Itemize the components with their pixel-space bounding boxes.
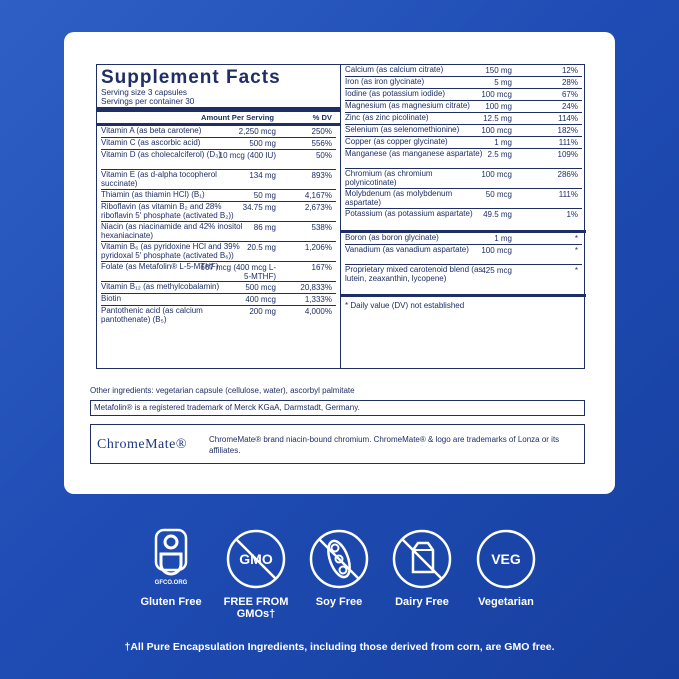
- nutrient-amount: 150 mg: [485, 66, 512, 75]
- nutrient-name: Vitamin C (as ascorbic acid): [101, 138, 201, 147]
- nutrient-dv: 182%: [557, 126, 578, 135]
- nutrient-amount: 2,250 mcg: [238, 127, 276, 136]
- right-rows: [345, 65, 582, 229]
- nutrient-amount: 12.5 mg: [483, 114, 512, 123]
- chromemate-logo: [97, 437, 187, 453]
- nutrient-name: Copper (as copper glycinate): [345, 137, 448, 146]
- nutrient-name: Calcium (as calcium citrate): [345, 65, 444, 74]
- nutrient-name: Vitamin A (as beta carotene): [101, 126, 202, 135]
- nutrient-dv: 12%: [561, 66, 578, 75]
- gmo-text: GMO: [239, 551, 273, 567]
- nutrient-dv: *: [574, 234, 578, 243]
- nutrient-amount: 100 mcg: [481, 90, 512, 99]
- nutrient-row: [345, 233, 582, 245]
- badge-label: Dairy Free: [395, 596, 449, 608]
- chromemate-box: [90, 424, 585, 464]
- nutrient-name: Thiamin (as thiamin HCl) (B₁): [101, 190, 205, 199]
- dv-note: * Daily value (DV) not established: [345, 301, 465, 310]
- nutrient-dv: 167%: [311, 263, 332, 272]
- vegetarian-icon: [475, 528, 537, 590]
- nutrient-row: [345, 125, 582, 137]
- servings-per-container: Servings per container 30: [101, 97, 195, 106]
- nutrient-dv: 28%: [561, 78, 578, 87]
- nutrient-row: [345, 113, 582, 125]
- badge-gluten-free: [131, 528, 211, 608]
- nutrient-name: Riboflavin (as vitamin B₂ and 28% riboflavin 5′ phosphate (activated B₂)): [101, 202, 234, 220]
- nutrient-row: [345, 101, 582, 113]
- nutrient-amount: 50 mg: [253, 191, 276, 200]
- nutrient-name: Vanadium (as vanadium aspartate): [345, 245, 469, 254]
- right-rows-2: [345, 233, 582, 294]
- nutrient-row: [101, 306, 336, 326]
- nutrient-name: Molybdenum (as molybdenum aspartate): [345, 189, 453, 207]
- nutrient-amount: 500 mg: [249, 139, 276, 148]
- nutrient-row: [101, 242, 336, 262]
- nutrient-amount: 134 mg: [249, 171, 276, 180]
- nutrient-row: [345, 65, 582, 77]
- badge-label: Vegetarian: [478, 596, 534, 608]
- nutrient-amount: 667 mcg (400 mcg L-5-MTHF): [200, 263, 276, 281]
- nutrient-amount: 2.5 mg: [487, 150, 512, 159]
- serving-size: Serving size 3 capsules: [101, 88, 188, 97]
- nutrient-amount: 1 mg: [494, 234, 512, 243]
- nutrient-amount: 49.5 mg: [483, 210, 512, 219]
- gfco-text: GFCO.ORG: [154, 580, 188, 586]
- badge-vegetarian: [466, 528, 546, 608]
- nutrient-dv: 4,167%: [304, 191, 332, 200]
- nutrient-row: [101, 282, 336, 294]
- gluten-free-icon: [142, 528, 200, 590]
- left-rows: [101, 126, 336, 326]
- nutrient-name: Iodine (as potassium iodide): [345, 89, 446, 98]
- nutrient-row: [101, 138, 336, 150]
- supplement-card: [64, 32, 615, 494]
- badge-gmo-free: [216, 528, 296, 620]
- nutrient-dv: 538%: [311, 223, 332, 232]
- gmo-free-icon: [225, 528, 287, 590]
- nutrient-row: [101, 170, 336, 190]
- nutrient-amount: 100 mg: [485, 102, 512, 111]
- nutrient-dv: 114%: [558, 114, 578, 123]
- nutrient-amount: 5 mg: [494, 78, 512, 87]
- nutrient-row: [345, 77, 582, 89]
- badge-soy-free: [299, 528, 379, 608]
- header-dv: % DV: [312, 113, 332, 122]
- nutrient-dv: 556%: [311, 139, 332, 148]
- nutrient-row: [345, 149, 582, 169]
- nutrient-dv: 50%: [315, 151, 332, 160]
- badge-label: FREE FROM GMOs†: [223, 596, 289, 620]
- facts-title: Supplement Facts: [101, 67, 281, 88]
- nutrient-row: [101, 202, 336, 222]
- nutrient-amount: 1 mg: [494, 138, 512, 147]
- nutrient-dv: 67%: [561, 90, 578, 99]
- nutrient-name: Biotin: [101, 294, 122, 303]
- veg-text: VEG: [491, 551, 521, 567]
- nutrient-dv: 111%: [558, 190, 578, 199]
- nutrient-row: [345, 137, 582, 149]
- facts-right-column: [341, 65, 586, 368]
- nutrient-dv: 20,833%: [300, 283, 332, 292]
- nutrient-name: Folate (as Metafolin® L-5-MTHF): [101, 262, 219, 271]
- nutrient-dv: 893%: [311, 171, 332, 180]
- nutrient-name: Selenium (as selenomethionine): [345, 125, 460, 134]
- soy-free-icon: [308, 528, 370, 590]
- nutrient-amount: 100 mcg: [481, 170, 512, 179]
- nutrient-row: [101, 126, 336, 138]
- nutrient-amount: 400 mcg: [245, 295, 276, 304]
- nutrient-dv: 1,206%: [304, 243, 332, 252]
- nutrient-amount: 34.75 mg: [242, 203, 276, 212]
- nutrient-amount: 20.5 mg: [247, 243, 276, 252]
- badge-dairy-free: [382, 528, 462, 608]
- nutrient-name: Zinc (as zinc picolinate): [345, 113, 429, 122]
- dairy-free-icon: [391, 528, 453, 590]
- nutrient-dv: 286%: [557, 170, 578, 179]
- nutrient-dv: 1%: [566, 210, 578, 219]
- nutrient-row: [345, 265, 582, 294]
- nutrient-name: Pantothenic acid (as calcium pantothenate) (B₅): [101, 306, 203, 324]
- nutrient-name: Vitamin D (as cholecalciferol) (D₃): [101, 150, 222, 159]
- nutrient-row: [101, 150, 336, 170]
- nutrient-amount: 200 mg: [249, 307, 276, 316]
- nutrient-row: [101, 294, 336, 306]
- nutrient-dv: 24%: [561, 102, 578, 111]
- badge-label: Gluten Free: [140, 596, 202, 608]
- nutrient-dv: *: [574, 266, 578, 275]
- nutrient-row: [345, 169, 582, 189]
- nutrient-row: [101, 262, 336, 282]
- nutrient-dv: 109%: [557, 150, 578, 159]
- nutrient-dv: 4,000%: [304, 307, 332, 316]
- nutrient-amount: 100 mcg: [481, 246, 512, 255]
- nutrient-row: [345, 245, 582, 265]
- nutrient-name: Boron (as boron glycinate): [345, 233, 439, 242]
- nutrient-name: Vitamin E (as d-alpha tocopherol succinate): [101, 170, 217, 188]
- nutrient-dv: 111%: [558, 138, 578, 147]
- nutrient-amount: 10 mcg (400 IU): [218, 151, 276, 160]
- nutrient-name: Magnesium (as magnesium citrate): [345, 101, 470, 110]
- metafolin-trademark: Metafolin® is a registered trademark of Merck KGaA, Darmstadt, Germany.: [90, 400, 585, 416]
- nutrient-amount: 86 mg: [253, 223, 276, 232]
- gmo-footnote: †All Pure Encapsulation Ingredients, including those derived from corn, are GMO free.: [124, 641, 555, 653]
- nutrient-name: Iron (as iron glycinate): [345, 77, 425, 86]
- nutrient-row: [345, 89, 582, 101]
- nutrient-amount: 500 mcg: [245, 283, 276, 292]
- nutrient-row: [101, 190, 336, 202]
- nutrient-name: Vitamin B₁₂ (as methylcobalamin): [101, 282, 220, 291]
- nutrient-name: Manganese (as manganese aspartate): [345, 149, 483, 158]
- facts-left-column: [97, 65, 341, 368]
- supplement-facts-panel: [96, 64, 585, 369]
- nutrient-name: Chromium (as chromium polynicotinate): [345, 169, 433, 187]
- nutrient-dv: 2,673%: [304, 203, 332, 212]
- nutrient-row: [101, 222, 336, 242]
- chromemate-logo-text: ChromeMate®: [97, 437, 188, 452]
- facts-header: [101, 112, 336, 123]
- nutrient-dv: 1,333%: [304, 295, 332, 304]
- nutrient-name: Potassium (as potassium aspartate): [345, 209, 473, 218]
- other-ingredients: Other ingredients: vegetarian capsule (cellulose, water), ascorbyl palmitate: [90, 386, 355, 395]
- nutrient-dv: *: [574, 246, 578, 255]
- header-amount: Amount Per Serving: [201, 113, 274, 122]
- nutrient-row: [345, 209, 582, 229]
- nutrient-amount: 100 mcg: [481, 126, 512, 135]
- nutrient-row: [345, 189, 582, 209]
- chromemate-text: ChromeMate® brand niacin-bound chromium. ChromeMate® & logo are trademarks of Lonza or its affiliates.: [209, 435, 560, 455]
- nutrient-name: Vitamin B₆ (as pyridoxine HCl and 39% pyridoxal 5′ phosphate (activated B₆)): [101, 242, 240, 260]
- nutrient-amount: 50 mcg: [485, 190, 512, 199]
- nutrient-amount: 425 mcg: [481, 266, 512, 275]
- nutrient-dv: 250%: [311, 127, 332, 136]
- badge-label: Soy Free: [315, 596, 363, 608]
- nutrient-name: Proprietary mixed carotenoid blend (as lutein, zeaxanthin, lycopene): [345, 265, 483, 283]
- nutrient-name: Niacin (as niacinamide and 42% inositol hexaniacinate): [101, 222, 243, 240]
